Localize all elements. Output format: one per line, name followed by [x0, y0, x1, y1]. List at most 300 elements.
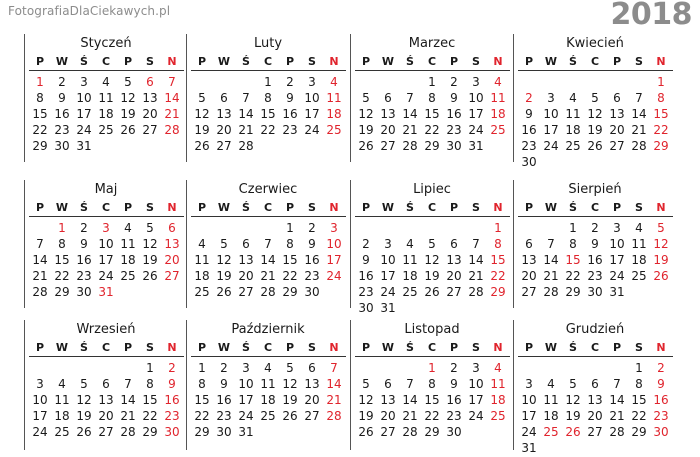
day-cell: 26	[282, 409, 298, 423]
day-cell: 1	[36, 75, 44, 89]
month-12	[513, 320, 673, 456]
day-cell: 16	[216, 393, 232, 407]
week-row	[186, 392, 346, 408]
day-cell: 27	[142, 123, 158, 137]
day-cell: 11	[543, 393, 559, 407]
month-5	[24, 180, 184, 300]
month-name: Grudzień	[565, 322, 625, 337]
weekday-label: P	[35, 55, 45, 68]
weekday-label: P	[123, 201, 133, 214]
day-cell: 21	[238, 123, 254, 137]
day-cell: 26	[216, 285, 232, 299]
week-row	[513, 440, 673, 456]
day-cell: 6	[591, 377, 599, 391]
day-cell: 11	[402, 253, 418, 267]
header-rule	[29, 70, 184, 71]
month-divider	[186, 34, 187, 162]
weekday-label: P	[612, 201, 622, 214]
day-cell: 2	[657, 361, 665, 375]
month-name: Luty	[253, 36, 283, 51]
day-cell: 15	[424, 107, 440, 121]
day-cell: 21	[326, 393, 342, 407]
day-cell: 5	[362, 91, 370, 105]
day-cell: 2	[80, 221, 88, 235]
month-9	[24, 320, 184, 440]
week-row	[24, 268, 184, 284]
day-cell: 29	[282, 285, 298, 299]
day-cell	[650, 154, 672, 170]
day-cell: 26	[76, 425, 92, 439]
day-cell: 6	[242, 237, 250, 251]
day-cell: 4	[58, 377, 66, 391]
weekday-label: Ś	[242, 341, 250, 354]
day-cell: 30	[653, 425, 669, 439]
day-cell: 31	[238, 425, 254, 439]
day-cell: 16	[304, 253, 320, 267]
weekday-header	[513, 200, 673, 216]
day-cell: 2	[286, 75, 294, 89]
day-cell: 16	[282, 107, 298, 121]
weekday-label: N	[493, 201, 503, 214]
weekday-label: N	[656, 55, 666, 68]
weekday-label: N	[493, 341, 503, 354]
day-cell: 1	[146, 361, 154, 375]
weekday-label: C	[263, 55, 273, 68]
day-cell	[628, 154, 650, 170]
day-cell	[257, 138, 279, 154]
day-cell: 9	[220, 377, 228, 391]
month-name: Październik	[231, 322, 305, 337]
day-cell: 18	[326, 107, 342, 121]
day-cell: 29	[653, 139, 669, 153]
weekday-label: C	[101, 341, 111, 354]
day-cell: 15	[565, 253, 581, 267]
day-cell: 30	[446, 425, 462, 439]
weekday-label: S	[146, 201, 154, 214]
weekday-label: P	[361, 341, 371, 354]
day-cell: 10	[76, 91, 92, 105]
week-row	[186, 408, 346, 424]
day-cell: 28	[631, 139, 647, 153]
day-cell: 16	[587, 253, 603, 267]
day-cell: 23	[653, 409, 669, 423]
day-cell: 1	[264, 75, 272, 89]
day-cell: 15	[142, 393, 158, 407]
week-row	[24, 138, 184, 154]
day-cell: 24	[32, 425, 48, 439]
day-cell: 17	[304, 107, 320, 121]
day-cell: 13	[164, 237, 180, 251]
weekday-label: P	[361, 55, 371, 68]
day-cell: 16	[446, 107, 462, 121]
day-cell: 23	[304, 269, 320, 283]
day-cell: 13	[380, 393, 396, 407]
month-divider	[513, 320, 514, 450]
day-cell: 16	[164, 393, 180, 407]
day-cell: 13	[216, 107, 232, 121]
day-cell: 5	[286, 361, 294, 375]
weekday-label: N	[329, 55, 339, 68]
weekday-label: N	[167, 201, 177, 214]
day-cell: 30	[76, 285, 92, 299]
week-row	[513, 106, 673, 122]
day-cell: 15	[282, 253, 298, 267]
day-cell: 1	[569, 221, 577, 235]
week-row	[513, 376, 673, 392]
day-cell: 21	[402, 123, 418, 137]
weekday-label: N	[167, 55, 177, 68]
month-divider	[24, 34, 25, 162]
day-cell: 21	[609, 409, 625, 423]
day-cell	[518, 74, 540, 90]
day-cell: 21	[260, 269, 276, 283]
weekday-label: W	[55, 201, 69, 214]
week-row	[350, 360, 510, 376]
day-cell	[443, 300, 465, 316]
day-cell	[562, 154, 584, 170]
day-cell	[606, 154, 628, 170]
day-cell: 12	[424, 253, 440, 267]
week-row	[24, 90, 184, 106]
weekday-label: P	[449, 201, 459, 214]
day-cell: 10	[543, 107, 559, 121]
day-cell: 5	[146, 221, 154, 235]
month-name: Styczeń	[80, 36, 132, 51]
weekday-label: W	[217, 341, 231, 354]
day-cell: 10	[238, 377, 254, 391]
day-cell: 29	[142, 425, 158, 439]
day-cell: 24	[304, 123, 320, 137]
day-cell	[161, 284, 183, 300]
week-row	[350, 90, 510, 106]
weekday-label: N	[167, 341, 177, 354]
day-cell	[161, 138, 183, 154]
month-name: Maj	[94, 182, 118, 197]
day-cell: 20	[142, 107, 158, 121]
day-cell: 9	[80, 237, 88, 251]
day-cell: 9	[525, 107, 533, 121]
day-cell	[487, 300, 509, 316]
day-cell	[399, 360, 421, 376]
day-cell	[73, 360, 95, 376]
day-cell: 26	[587, 139, 603, 153]
week-row	[350, 376, 510, 392]
day-cell: 17	[32, 409, 48, 423]
day-cell: 2	[220, 361, 228, 375]
day-cell	[487, 424, 509, 440]
day-cell: 10	[326, 237, 342, 251]
day-cell: 19	[653, 253, 669, 267]
day-cell: 14	[32, 253, 48, 267]
day-cell: 28	[609, 425, 625, 439]
month-divider	[350, 34, 351, 162]
day-cell: 14	[543, 253, 559, 267]
day-cell: 26	[424, 285, 440, 299]
day-cell: 18	[98, 107, 114, 121]
weekday-label: Ś	[80, 55, 88, 68]
day-cell	[51, 360, 73, 376]
month-4	[513, 34, 673, 170]
day-cell: 2	[362, 237, 370, 251]
day-cell: 8	[569, 237, 577, 251]
day-cell	[377, 220, 399, 236]
day-cell: 13	[587, 393, 603, 407]
day-cell: 17	[98, 253, 114, 267]
weekday-label: Ś	[242, 201, 250, 214]
day-cell: 10	[609, 237, 625, 251]
day-cell	[584, 360, 606, 376]
day-cell: 20	[521, 269, 537, 283]
day-cell: 7	[613, 377, 621, 391]
day-cell: 5	[220, 237, 228, 251]
day-cell: 17	[543, 123, 559, 137]
weekday-label: W	[544, 341, 558, 354]
day-cell	[421, 220, 443, 236]
day-cell: 3	[547, 91, 555, 105]
day-cell: 21	[164, 107, 180, 121]
day-cell: 25	[326, 123, 342, 137]
day-cell: 28	[326, 409, 342, 423]
weekday-label: S	[308, 201, 316, 214]
header-rule	[191, 216, 346, 217]
day-cell: 23	[164, 409, 180, 423]
day-cell: 24	[521, 425, 537, 439]
day-cell: 26	[358, 425, 374, 439]
day-cell	[301, 138, 323, 154]
day-cell: 22	[490, 269, 506, 283]
day-cell: 7	[406, 91, 414, 105]
day-cell: 31	[380, 301, 396, 315]
day-cell	[518, 360, 540, 376]
day-cell: 13	[142, 91, 158, 105]
day-cell: 30	[54, 139, 70, 153]
day-cell: 23	[216, 409, 232, 423]
day-cell: 4	[264, 361, 272, 375]
week-row	[24, 360, 184, 376]
week-row	[186, 424, 346, 440]
day-cell: 25	[490, 123, 506, 137]
day-cell: 27	[380, 139, 396, 153]
month-7	[350, 180, 510, 316]
weekday-label: Ś	[242, 55, 250, 68]
weekday-label: C	[427, 55, 437, 68]
day-cell: 29	[424, 425, 440, 439]
day-cell: 24	[468, 123, 484, 137]
day-cell: 4	[569, 91, 577, 105]
weekday-label: N	[656, 341, 666, 354]
week-row	[513, 90, 673, 106]
day-cell: 20	[380, 409, 396, 423]
day-cell: 8	[36, 91, 44, 105]
day-cell: 16	[653, 393, 669, 407]
day-cell: 26	[565, 425, 581, 439]
day-cell: 8	[428, 91, 436, 105]
weekday-header	[350, 54, 510, 70]
day-cell: 23	[358, 285, 374, 299]
day-cell: 11	[490, 91, 506, 105]
week-row	[513, 424, 673, 440]
month-8	[513, 180, 673, 300]
day-cell: 20	[238, 269, 254, 283]
day-cell: 4	[406, 237, 414, 251]
day-cell	[628, 74, 650, 90]
week-row	[186, 122, 346, 138]
day-cell: 1	[58, 221, 66, 235]
week-row	[350, 268, 510, 284]
day-cell: 6	[450, 237, 458, 251]
weekday-label: P	[285, 55, 295, 68]
week-row	[186, 360, 346, 376]
day-cell	[29, 220, 51, 236]
week-row	[186, 106, 346, 122]
weekday-label: C	[263, 201, 273, 214]
week-row	[186, 252, 346, 268]
weekday-label: W	[55, 55, 69, 68]
day-cell	[465, 300, 487, 316]
weekday-label: Ś	[80, 201, 88, 214]
weekday-label: W	[381, 201, 395, 214]
day-cell: 2	[591, 221, 599, 235]
day-cell: 26	[194, 139, 210, 153]
day-cell: 31	[468, 139, 484, 153]
week-row	[186, 236, 346, 252]
day-cell: 2	[168, 361, 176, 375]
day-cell	[487, 138, 509, 154]
week-row	[24, 284, 184, 300]
day-cell: 5	[362, 377, 370, 391]
day-cell: 22	[424, 123, 440, 137]
week-row	[513, 408, 673, 424]
day-cell: 4	[102, 75, 110, 89]
day-cell: 10	[32, 393, 48, 407]
day-cell: 28	[543, 285, 559, 299]
day-cell: 7	[168, 75, 176, 89]
day-cell: 1	[428, 361, 436, 375]
day-cell	[355, 220, 377, 236]
week-row	[350, 392, 510, 408]
day-cell: 1	[494, 221, 502, 235]
day-cell: 21	[402, 409, 418, 423]
weekday-label: W	[544, 55, 558, 68]
day-cell: 13	[304, 377, 320, 391]
week-row	[24, 252, 184, 268]
day-cell: 24	[468, 409, 484, 423]
day-cell: 4	[494, 75, 502, 89]
day-cell: 9	[308, 237, 316, 251]
day-cell	[323, 284, 345, 300]
week-row	[513, 74, 673, 90]
weekday-label: Ś	[80, 341, 88, 354]
day-cell	[540, 440, 562, 456]
weekday-label: P	[449, 341, 459, 354]
month-divider	[186, 180, 187, 308]
week-row	[513, 122, 673, 138]
day-cell: 5	[591, 91, 599, 105]
header-rule	[518, 70, 673, 71]
weekday-label: P	[449, 55, 459, 68]
weekday-label: Ś	[569, 55, 577, 68]
day-cell	[117, 284, 139, 300]
day-cell	[257, 220, 279, 236]
day-cell: 19	[358, 409, 374, 423]
day-cell: 28	[164, 123, 180, 137]
day-cell: 29	[32, 139, 48, 153]
week-row	[186, 90, 346, 106]
day-cell	[540, 220, 562, 236]
day-cell: 9	[450, 91, 458, 105]
week-row	[513, 360, 673, 376]
day-cell	[95, 360, 117, 376]
week-row	[513, 236, 673, 252]
header-rule	[191, 356, 346, 357]
day-cell: 29	[565, 285, 581, 299]
weekday-label: P	[524, 341, 534, 354]
day-cell: 26	[120, 123, 136, 137]
weekday-label: N	[329, 201, 339, 214]
month-divider	[350, 320, 351, 450]
weekday-label: N	[329, 341, 339, 354]
day-cell: 12	[358, 393, 374, 407]
week-row	[350, 236, 510, 252]
day-cell: 18	[402, 269, 418, 283]
day-cell	[399, 300, 421, 316]
day-cell: 11	[98, 91, 114, 105]
day-cell: 17	[521, 409, 537, 423]
day-cell	[650, 440, 672, 456]
month-1	[24, 34, 184, 154]
day-cell	[191, 220, 213, 236]
week-row	[350, 424, 510, 440]
day-cell: 8	[494, 237, 502, 251]
day-cell: 30	[216, 425, 232, 439]
day-cell	[421, 300, 443, 316]
day-cell	[399, 74, 421, 90]
day-cell: 18	[631, 253, 647, 267]
day-cell: 25	[402, 285, 418, 299]
week-row	[24, 424, 184, 440]
day-cell	[213, 220, 235, 236]
day-cell	[562, 74, 584, 90]
weekday-label: P	[35, 341, 45, 354]
day-cell: 12	[358, 107, 374, 121]
day-cell: 11	[631, 237, 647, 251]
week-row	[24, 74, 184, 90]
day-cell: 23	[446, 409, 462, 423]
day-cell: 18	[260, 393, 276, 407]
day-cell: 21	[543, 269, 559, 283]
day-cell: 17	[238, 393, 254, 407]
day-cell: 5	[198, 91, 206, 105]
weekday-label: Ś	[569, 201, 577, 214]
day-cell: 16	[446, 393, 462, 407]
day-cell	[540, 74, 562, 90]
day-cell: 7	[472, 237, 480, 251]
day-cell: 15	[260, 107, 276, 121]
weekday-label: W	[381, 55, 395, 68]
weekday-label: W	[217, 201, 231, 214]
day-cell: 25	[120, 269, 136, 283]
day-cell	[628, 284, 650, 300]
day-cell: 12	[216, 253, 232, 267]
day-cell: 13	[521, 253, 537, 267]
week-row	[350, 106, 510, 122]
day-cell	[139, 138, 161, 154]
day-cell: 22	[631, 409, 647, 423]
day-cell: 1	[657, 75, 665, 89]
weekday-label: P	[35, 201, 45, 214]
day-cell: 27	[380, 425, 396, 439]
day-cell: 17	[76, 107, 92, 121]
